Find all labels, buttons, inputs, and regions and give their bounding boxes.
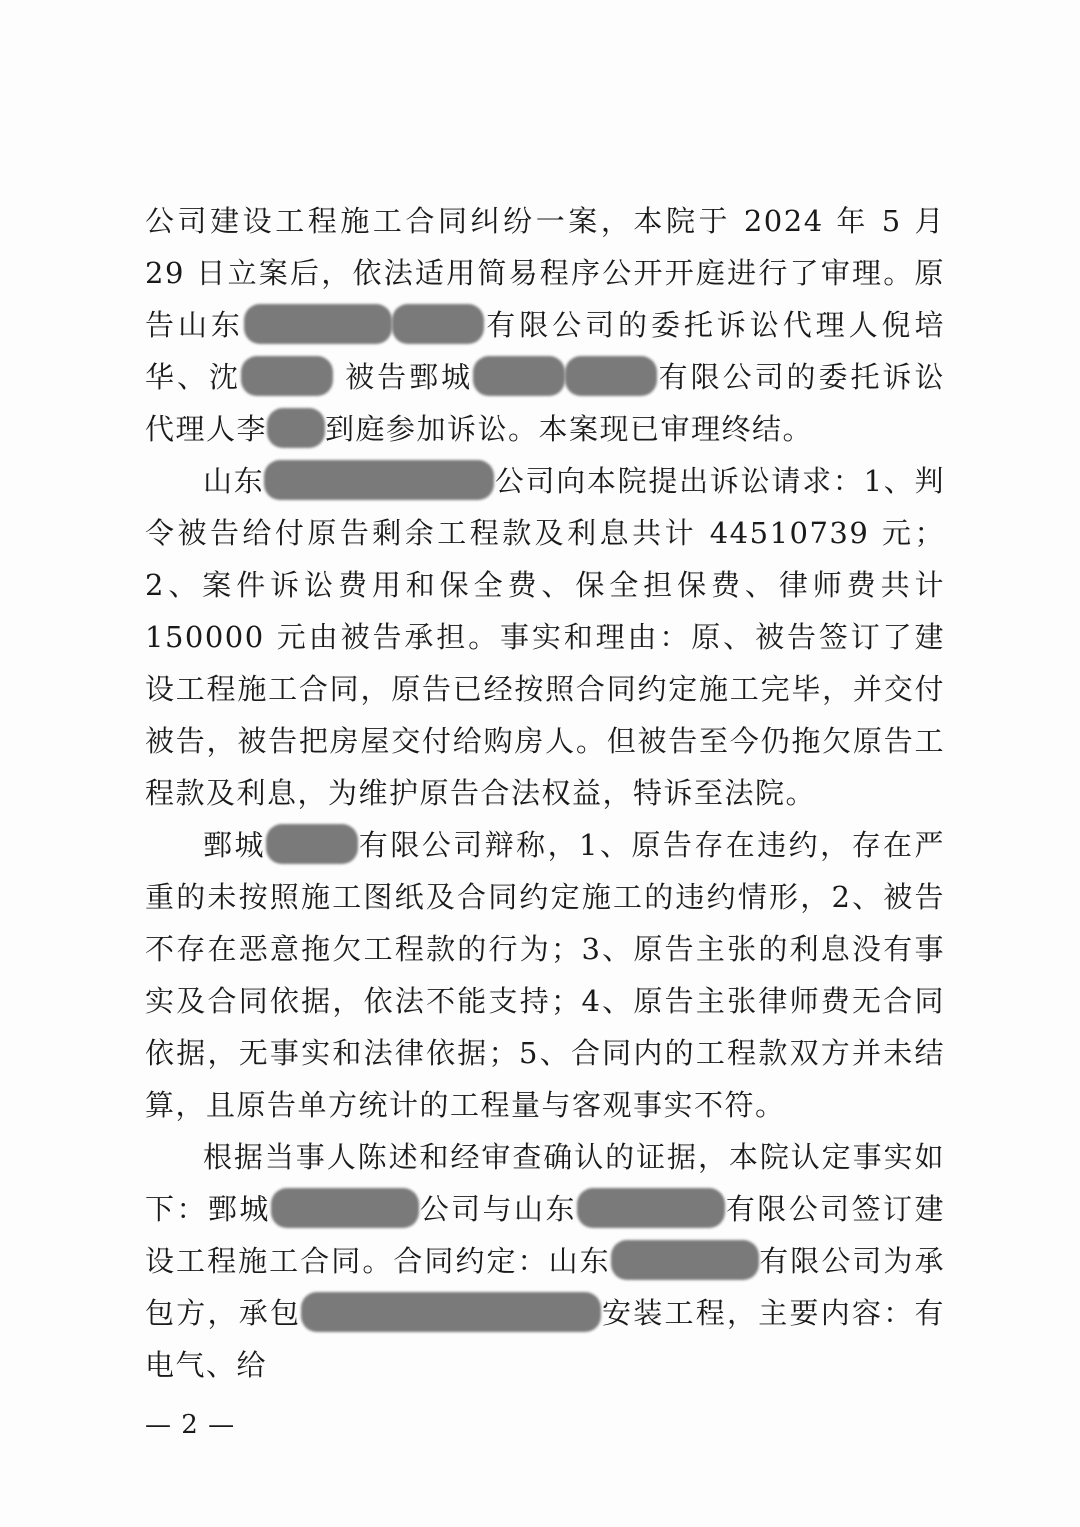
paragraph-text: 有限公司的委托诉讼代理人倪培华、沈: [145, 308, 945, 394]
paragraph-text: 有限公司签订建设工程施工合同。合同约定：山东: [145, 1192, 945, 1278]
paragraph-1: [145, 195, 945, 455]
paragraph-text: 有限公司辩称，1、原告存在违约，存在严重的未按照施工图纸及合同约定施工的违约情形，2、被告不存在恶意拖欠工程款的行为；3、原告主张的利息没有事实及合同依据，依法不能支持；4、原告主张律师费无合同依据，无事实和法律依据；5、合同内的工程款双方并未结算，且原告单方统计的工程量与客观事实不符。: [145, 828, 945, 1122]
paragraph-text: 鄄城: [203, 828, 266, 862]
paragraph-text: 安装工程，主要内容：有电气、给: [145, 1296, 945, 1382]
redaction-block: [565, 356, 657, 396]
redaction-block: [301, 1292, 601, 1332]
paragraph-text: 公司向本院提出诉讼请求：1、判令被告给付原告剩余工程款及利息共计 44510739 元；2、案件诉讼费用和保全费、保全担保费、律师费共计 150000 元由被告承担。事实和理由：原、被告签订了建设工程施工合同，原告已经按照合同约定施工完毕，并交付被告，被告把房屋交付给购房人。但被告至今仍拖欠原告工程款及利息，为维护原告合法权益，特诉至法院。: [145, 464, 945, 810]
paragraph-3: [145, 819, 945, 1131]
redaction-block: [392, 304, 484, 344]
page-number: — 2 —: [145, 1410, 236, 1440]
paragraph-text: 有限公司的委托诉讼代理人李: [145, 360, 945, 446]
paragraph-2: [145, 455, 945, 819]
redaction-block: [271, 1188, 419, 1228]
redaction-block: [241, 356, 333, 396]
redaction-block: [244, 304, 392, 344]
redaction-block: [264, 460, 494, 500]
paragraph-text: 公司建设工程施工合同纠纷一案，本院于 2024 年 5 月 29 日立案后，依法适用简易程序公开开庭进行了审理。原告山东: [145, 204, 945, 342]
paragraph-text: 有限公司为承包方，承包: [145, 1244, 945, 1330]
paragraph-4: [145, 1131, 945, 1391]
redaction-block: [611, 1240, 759, 1280]
paragraph-text: 根据当事人陈述和经审查确认的证据，本院认定事实如下：鄄城: [145, 1140, 945, 1226]
redaction-block: [577, 1188, 725, 1228]
document-body: [145, 195, 945, 1391]
redaction-block: [267, 408, 325, 448]
paragraph-text: 到庭参加诉讼。本案现已审理终结。: [325, 412, 814, 446]
redaction-block: [266, 824, 358, 864]
paragraph-text: 公司与山东: [418, 1192, 577, 1226]
paragraph-text: 山东: [203, 464, 265, 498]
redaction-block: [473, 356, 565, 396]
paragraph-text: 被告鄄城: [332, 360, 474, 394]
